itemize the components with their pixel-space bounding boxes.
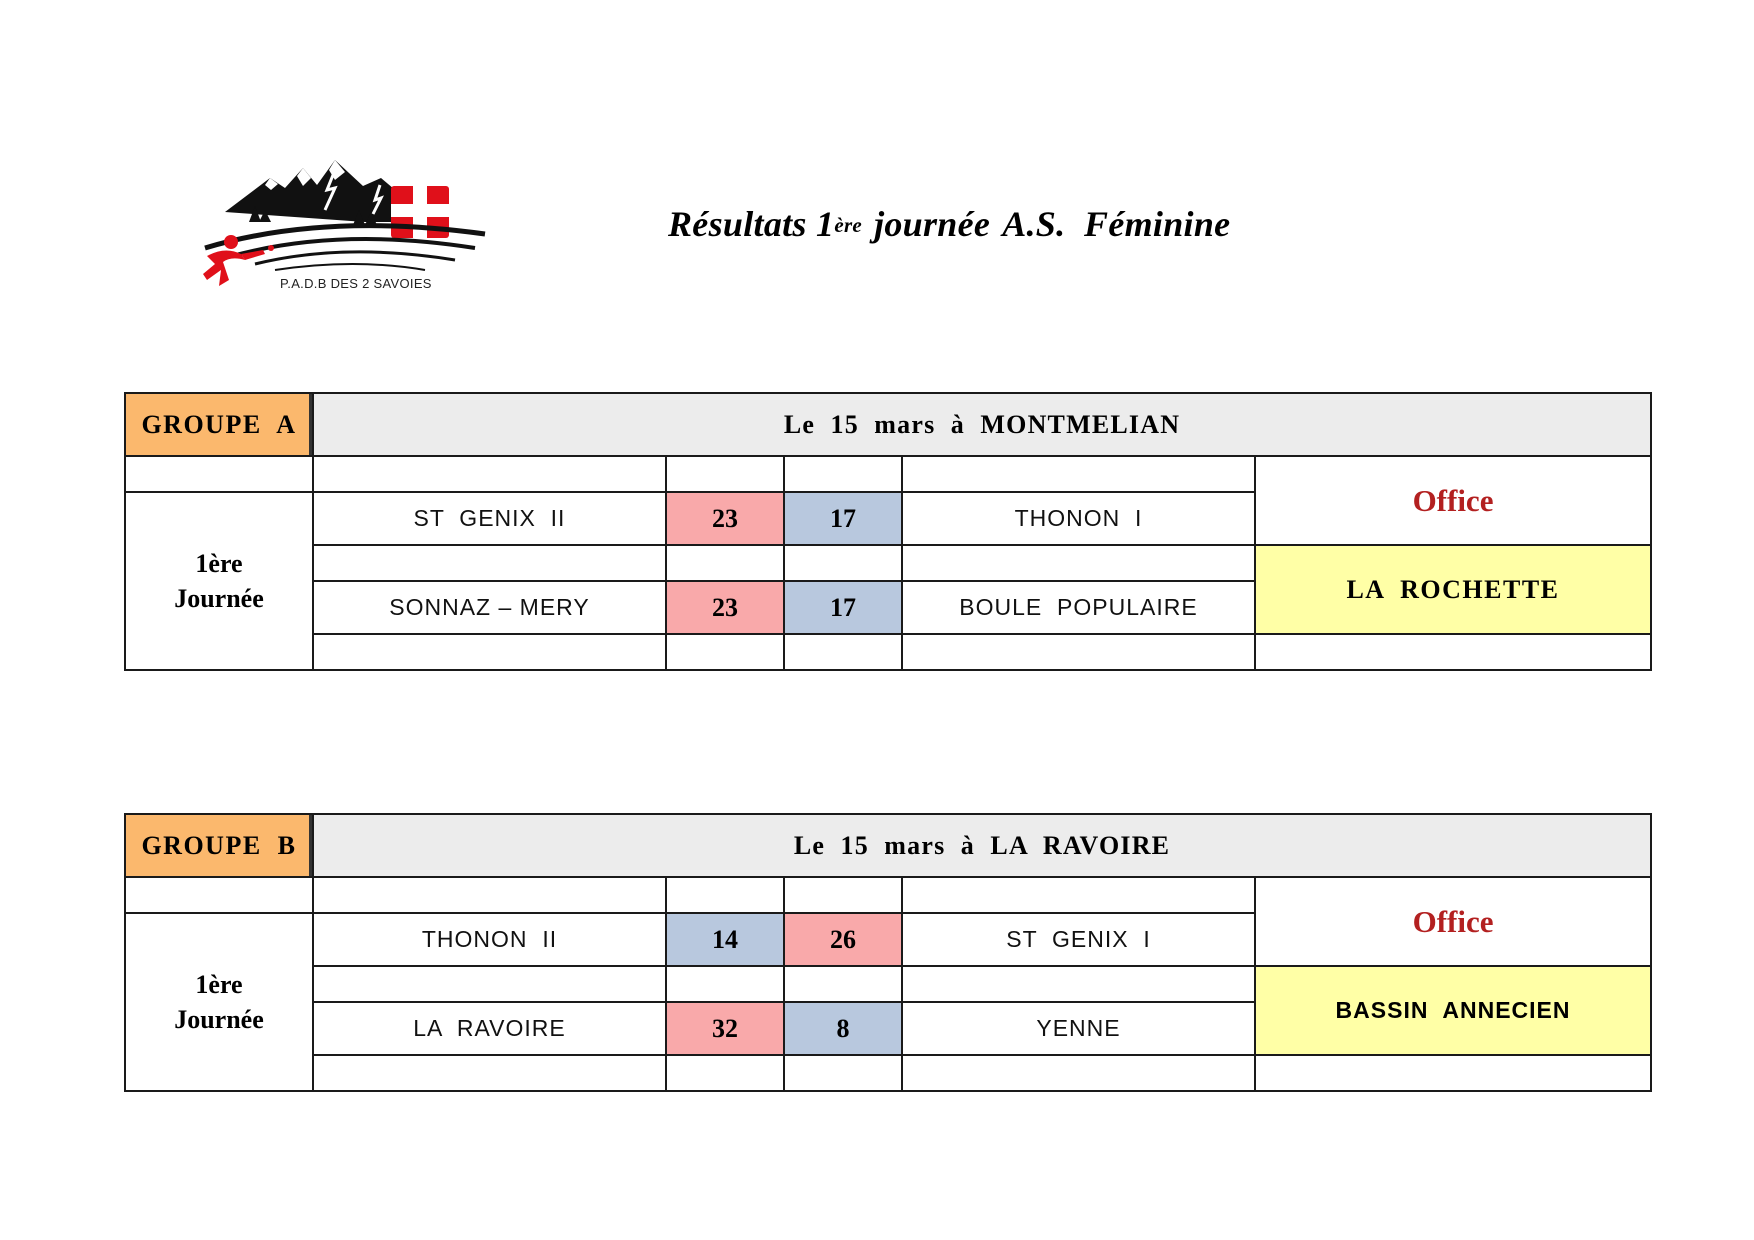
empty-cell [784,1055,902,1091]
away-score: 17 [784,581,902,634]
empty-cell [902,634,1255,670]
home-score: 14 [666,913,784,966]
journee-label: 1ère Journée [125,492,313,670]
title-superscript: ère [834,213,863,237]
journee-label: 1ère Journée [125,913,313,1091]
home-team: ST GENIX II [313,492,666,545]
away-score: 26 [784,913,902,966]
office-name: BASSIN ANNECIEN [1255,966,1651,1055]
empty-cell [666,456,784,492]
away-team: ST GENIX I [902,913,1255,966]
home-score: 23 [666,492,784,545]
empty-cell [313,966,666,1002]
away-score: 8 [784,1002,902,1055]
empty-cell [666,545,784,581]
home-score: 23 [666,581,784,634]
boules-player-icon [203,235,274,286]
empty-cell [313,456,666,492]
empty-cell [784,877,902,913]
empty-cell [313,634,666,670]
empty-cell [313,877,666,913]
home-score: 32 [666,1002,784,1055]
empty-cell [313,1055,666,1091]
empty-cell [313,545,666,581]
away-team: BOULE POPULAIRE [902,581,1255,634]
empty-cell [666,1055,784,1091]
away-team: THONON I [902,492,1255,545]
empty-cell [784,966,902,1002]
group-a-table [124,392,1650,671]
title-prefix: Résultats 1 [668,204,835,244]
title-journee: journée [874,204,991,244]
padb-logo [185,130,495,305]
empty-cell [902,966,1255,1002]
empty-cell [784,545,902,581]
empty-cell [784,456,902,492]
empty-cell [1255,1055,1651,1091]
office-label: Office [1255,877,1651,966]
group-b-table [124,813,1650,1092]
group-label: GROUPE A [125,393,313,456]
empty-cell [1255,634,1651,670]
empty-cell [666,634,784,670]
empty-cell [902,1055,1255,1091]
home-team: THONON II [313,913,666,966]
away-score: 17 [784,492,902,545]
logo-caption: P.A.D.B DES 2 SAVOIES [280,276,432,291]
office-name: LA ROCHETTE [1255,545,1651,634]
page-title [668,203,1230,245]
venue-header: Le 15 mars à MONTMELIAN [313,393,1651,456]
venue-header: Le 15 mars à LA RAVOIRE [313,814,1651,877]
empty-cell [902,877,1255,913]
group-label: GROUPE B [125,814,313,877]
home-team: SONNAZ – MERY [313,581,666,634]
empty-cell [666,877,784,913]
empty-cell [902,456,1255,492]
empty-cell [666,966,784,1002]
empty-cell [125,456,313,492]
home-team: LA RAVOIRE [313,1002,666,1055]
empty-cell [902,545,1255,581]
away-team: YENNE [902,1002,1255,1055]
empty-cell [125,877,313,913]
empty-cell [784,634,902,670]
title-rest: A.S. Féminine [1002,204,1231,244]
office-label: Office [1255,456,1651,545]
